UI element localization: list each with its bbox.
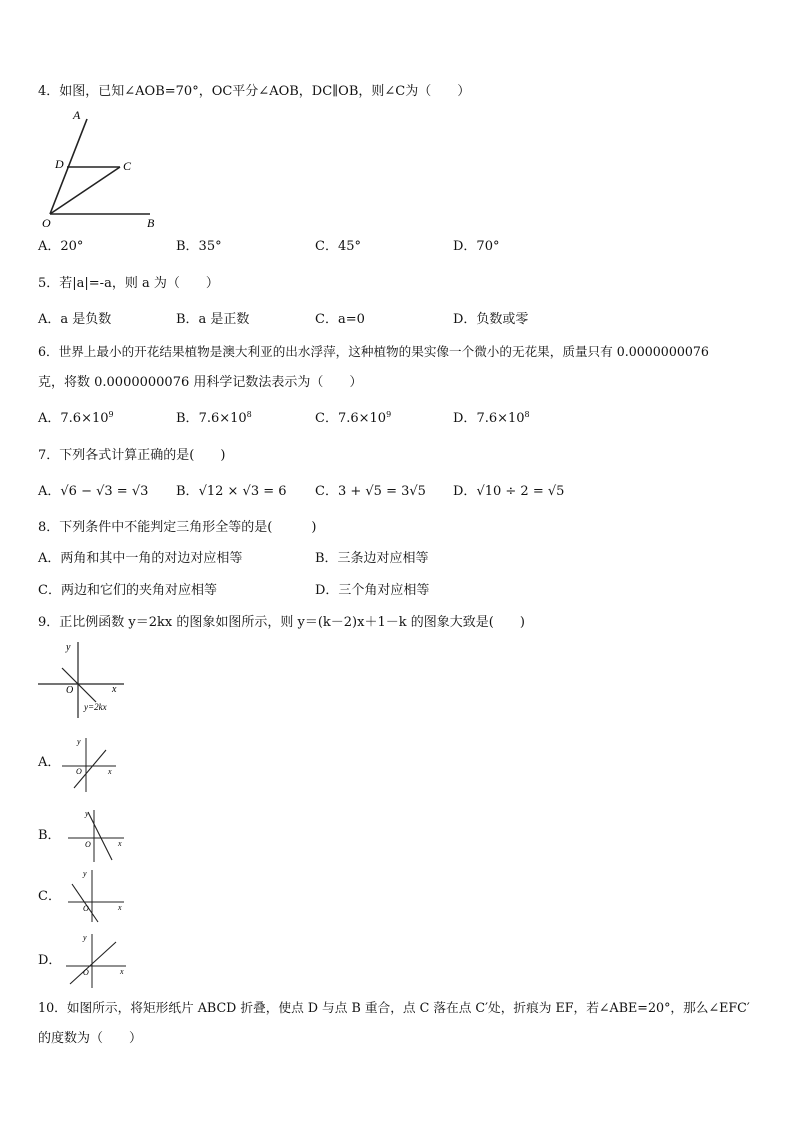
main-y-label: y bbox=[66, 642, 71, 653]
q6-c-prefix: C． bbox=[315, 411, 338, 426]
q9-graph-d bbox=[64, 932, 128, 990]
a-x-label: x bbox=[108, 767, 112, 776]
q6-option-b[interactable] bbox=[176, 410, 252, 428]
question-9-stem: 9．正比例函数 y＝2kx 的图象如图所示，则 y＝(k－2)x＋1－k 的图象大致是( ) bbox=[38, 615, 525, 630]
q8-option-c[interactable]: C．两边和它们的夹角对应相等 bbox=[38, 583, 217, 598]
label-o: O bbox=[42, 216, 51, 230]
question-6-stem-line1: 6．世界上最小的开花结果植物是澳大利亚的出水浮萍，这种植物的果实像一个微小的无花果，质量只有 0.0000000076 bbox=[38, 344, 709, 359]
q6-b-prefix: B． bbox=[176, 411, 199, 426]
q7-option-d[interactable] bbox=[453, 483, 564, 501]
q5-option-d[interactable]: D．负数或零 bbox=[453, 312, 529, 327]
graph-line bbox=[72, 884, 98, 922]
question-10-stem-line1: 10．如图所示，将矩形纸片 ABCD 折叠，使点 D 与点 B 重合，点 C 落在点 C′处，折痕为 EF，若∠ABE=20°，那么∠EFC′ bbox=[38, 1000, 750, 1015]
q8-option-b[interactable]: B．三条边对应相等 bbox=[315, 551, 429, 566]
q4-option-a[interactable]: A．20° bbox=[38, 239, 84, 254]
label-d: D bbox=[55, 157, 64, 171]
main-o-label: O bbox=[66, 685, 74, 696]
q6-option-a[interactable] bbox=[38, 410, 114, 428]
q4-option-b[interactable]: B．35° bbox=[176, 239, 222, 254]
label-c: C bbox=[123, 159, 132, 173]
angle-figure bbox=[40, 106, 170, 231]
q8-option-d[interactable]: D．三个角对应相等 bbox=[315, 583, 430, 598]
q7-d-math: √10 ÷ 2 = √5 bbox=[476, 484, 565, 499]
segment-oc bbox=[50, 167, 120, 214]
label-b: B bbox=[147, 216, 155, 230]
q6-option-c[interactable] bbox=[315, 410, 391, 428]
q6-b-exp: 8 bbox=[246, 410, 252, 419]
q7-b-prefix: B． bbox=[176, 484, 199, 499]
q9-option-a[interactable]: A． bbox=[38, 755, 61, 770]
q7-a-math: √6 − √3 = √3 bbox=[60, 484, 149, 499]
q7-option-a[interactable] bbox=[38, 483, 148, 501]
q6-c-exp: 9 bbox=[386, 410, 392, 419]
q9-graph-c bbox=[66, 868, 126, 924]
q6-a-exp: 9 bbox=[108, 410, 114, 419]
graph-line bbox=[88, 812, 112, 860]
q6-b-base: 7.6×10 bbox=[198, 411, 247, 426]
main-x-label: x bbox=[112, 684, 117, 695]
question-6-stem-line2: 克，将数 0.0000000076 用科学记数法表示为（ ） bbox=[38, 375, 363, 390]
q5-option-a[interactable]: A．a 是负数 bbox=[38, 312, 112, 327]
label-a: A bbox=[73, 108, 81, 122]
a-o-label: O bbox=[76, 767, 82, 776]
q5-option-b[interactable]: B．a 是正数 bbox=[176, 312, 250, 327]
q6-d-base: 7.6×10 bbox=[476, 411, 525, 426]
question-10-stem-line2: 的度数为（ ） bbox=[38, 1031, 143, 1046]
c-x-label: x bbox=[118, 903, 122, 912]
q9-option-b[interactable]: B． bbox=[38, 828, 61, 843]
q7-option-b[interactable] bbox=[176, 483, 287, 501]
q8-option-a[interactable]: A．两角和其中一角的对边对应相等 bbox=[38, 551, 243, 566]
q9-option-d[interactable]: D． bbox=[38, 953, 62, 968]
d-y-label: y bbox=[83, 933, 87, 942]
q7-d-prefix: D． bbox=[453, 484, 477, 499]
graph-line bbox=[70, 942, 116, 984]
q4-option-d[interactable]: D．70° bbox=[453, 239, 500, 254]
q7-c-prefix: C． bbox=[315, 484, 338, 499]
d-x-label: x bbox=[120, 967, 124, 976]
question-7-stem: 7．下列各式计算正确的是( ) bbox=[38, 448, 226, 463]
question-8-stem: 8．下列条件中不能判定三角形全等的是( ) bbox=[38, 520, 317, 535]
q9-option-c[interactable]: C． bbox=[38, 889, 61, 904]
b-y-label: y bbox=[85, 809, 89, 818]
q7-b-math: √12 × √3 = 6 bbox=[198, 484, 287, 499]
q6-d-prefix: D． bbox=[453, 411, 477, 426]
q9-graph-a bbox=[60, 736, 120, 794]
q9-main-graph bbox=[36, 638, 126, 720]
q6-d-exp: 8 bbox=[524, 410, 530, 419]
q7-option-c[interactable] bbox=[315, 483, 426, 501]
q7-c-math: 3 + √5 = 3√5 bbox=[337, 484, 426, 499]
question-4-stem: 4．如图，已知∠AOB=70°，OC平分∠AOB，DC∥OB，则∠C为（ ） bbox=[38, 84, 471, 99]
q6-a-base: 7.6×10 bbox=[60, 411, 109, 426]
b-x-label: x bbox=[118, 839, 122, 848]
q5-option-c[interactable]: C．a=0 bbox=[315, 312, 365, 327]
q4-option-c[interactable]: C．45° bbox=[315, 239, 361, 254]
c-y-label: y bbox=[83, 869, 87, 878]
q7-a-prefix: A． bbox=[38, 484, 61, 499]
q6-option-d[interactable] bbox=[453, 410, 530, 428]
d-o-label: O bbox=[83, 968, 89, 977]
question-5-stem: 5．若|a|=-a，则 a 为（ ） bbox=[38, 276, 219, 291]
q6-c-base: 7.6×10 bbox=[337, 411, 387, 426]
main-line-label: y=2kx bbox=[84, 702, 107, 712]
b-o-label: O bbox=[85, 840, 91, 849]
q6-a-prefix: A． bbox=[38, 411, 61, 426]
a-y-label: y bbox=[77, 737, 81, 746]
q9-graph-b bbox=[66, 808, 126, 864]
c-o-label: O bbox=[83, 904, 89, 913]
